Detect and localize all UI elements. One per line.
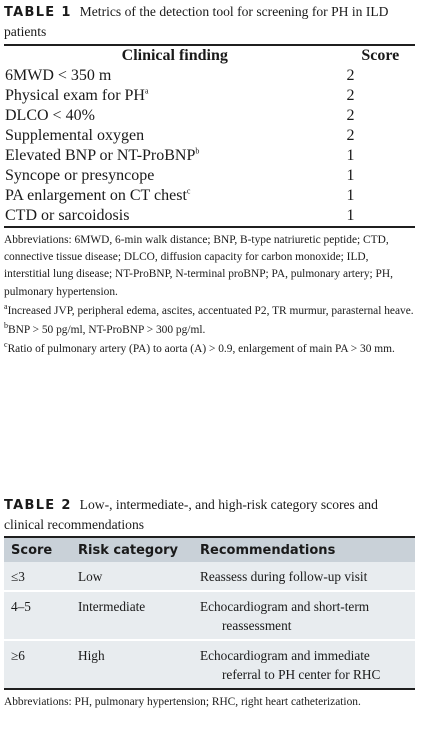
table2-block xyxy=(4,493,415,713)
table-row xyxy=(4,106,415,126)
score-cell: 4–5 xyxy=(4,591,71,640)
finding-cell: Syncope or presyncope xyxy=(5,167,155,184)
score-cell: 2 xyxy=(346,127,355,144)
table2-bottom-rule xyxy=(4,688,415,690)
score-cell: ≤3 xyxy=(4,562,71,591)
score-cell: ≥6 xyxy=(4,640,71,688)
recommendation-cell: Echocardiogram and short-term reassessment xyxy=(193,591,415,640)
table2-caption-text: Low-, intermediate-, and high-risk category scores and clinical recommendations xyxy=(4,497,378,532)
table-row xyxy=(4,206,415,226)
score-cell: 1 xyxy=(346,207,355,224)
table1-notes xyxy=(4,232,415,358)
table2-notes xyxy=(4,694,415,711)
footnote: $^b$BNP > 50 pg/ml, NT-ProBNP > 300 pg/ml. xyxy=(4,321,206,337)
footnote-mark: a xyxy=(144,86,149,96)
table2-header-row xyxy=(4,538,415,562)
table1 xyxy=(4,46,415,226)
finding-cell: PA enlargement on CT chest$^c$ xyxy=(5,186,191,204)
finding-cell: 6MWD < 350 m xyxy=(5,67,112,84)
score-cell: 1 xyxy=(346,147,355,164)
table2-label: TABLE 2 xyxy=(4,498,72,513)
table2-header-recommendations: Recommendations xyxy=(193,538,415,562)
table-row xyxy=(4,166,415,186)
table1-label: TABLE 1 xyxy=(4,5,72,20)
table-row xyxy=(4,146,415,166)
recommendation-cell: Reassess during follow-up visit xyxy=(193,562,415,591)
table-row xyxy=(4,186,415,206)
risk-cell: High xyxy=(71,640,193,688)
table1-header-row xyxy=(4,46,415,66)
table-row xyxy=(4,66,415,86)
finding-cell: Supplemental oxygen xyxy=(5,127,145,144)
table-row xyxy=(4,86,415,106)
footnote: $^a$Increased JVP, peripheral edema, ascites, accentuated P2, TR murmur, parasternal heave. xyxy=(4,302,414,317)
finding-cell: CTD or sarcoidosis xyxy=(5,207,130,224)
finding-cell: Physical exam for $PH^a$ xyxy=(5,86,149,104)
table1-bottom-rule xyxy=(4,226,415,228)
table1-header-finding: Clinical finding xyxy=(121,47,228,64)
table1-caption xyxy=(4,2,415,41)
risk-cell: Intermediate xyxy=(71,591,193,640)
score-cell: 2 xyxy=(346,107,355,124)
score-cell: 1 xyxy=(346,187,355,204)
score-cell: 2 xyxy=(346,87,355,104)
table2-caption xyxy=(4,495,415,534)
table-row xyxy=(4,640,415,688)
risk-cell: Low xyxy=(71,562,193,591)
table2-header-score: Score xyxy=(4,538,71,562)
finding-cell: DLCO < 40% xyxy=(5,107,95,124)
table-row xyxy=(4,126,415,146)
table2-abbreviations: Abbreviations: PH, pulmonary hypertension; RHC, right heart catheterization. xyxy=(4,696,361,708)
score-cell: 2 xyxy=(346,67,355,84)
table1-header-score: Score xyxy=(361,47,400,64)
page xyxy=(4,0,415,708)
finding-cell: Elevated BNP or NT-ProBNP$^b$ xyxy=(5,146,200,164)
recommendation-cell: Echocardiogram and immediate referral to PH center for RHC xyxy=(193,640,415,688)
table-row xyxy=(4,562,415,591)
table1-abbreviations: Abbreviations: 6MWD, 6-min walk distance; BNP, B-type natriuretic peptide; CTD, connective tissue disease; DLCO, diffusion capacity for carbon monoxide; ILD, interstitial lung disease; NT-ProBNP, N-terminal proBNP; PA, pulmonary artery; PH, pulmonary hypertension. xyxy=(4,234,393,298)
score-cell: 1 xyxy=(346,167,355,184)
footnote: $^c$Ratio of pulmonary artery (PA) to aorta (A) > 0.9, enlargement of main PA > 30 mm. xyxy=(4,340,395,356)
footnote-mark: c xyxy=(186,186,191,196)
table-row xyxy=(4,591,415,640)
table2-header-risk: Risk category xyxy=(71,538,193,562)
table1-caption-text: Metrics of the detection tool for screening for PH in ILD patients xyxy=(4,4,389,39)
footnote-mark: b xyxy=(195,146,200,156)
table2 xyxy=(4,538,415,688)
